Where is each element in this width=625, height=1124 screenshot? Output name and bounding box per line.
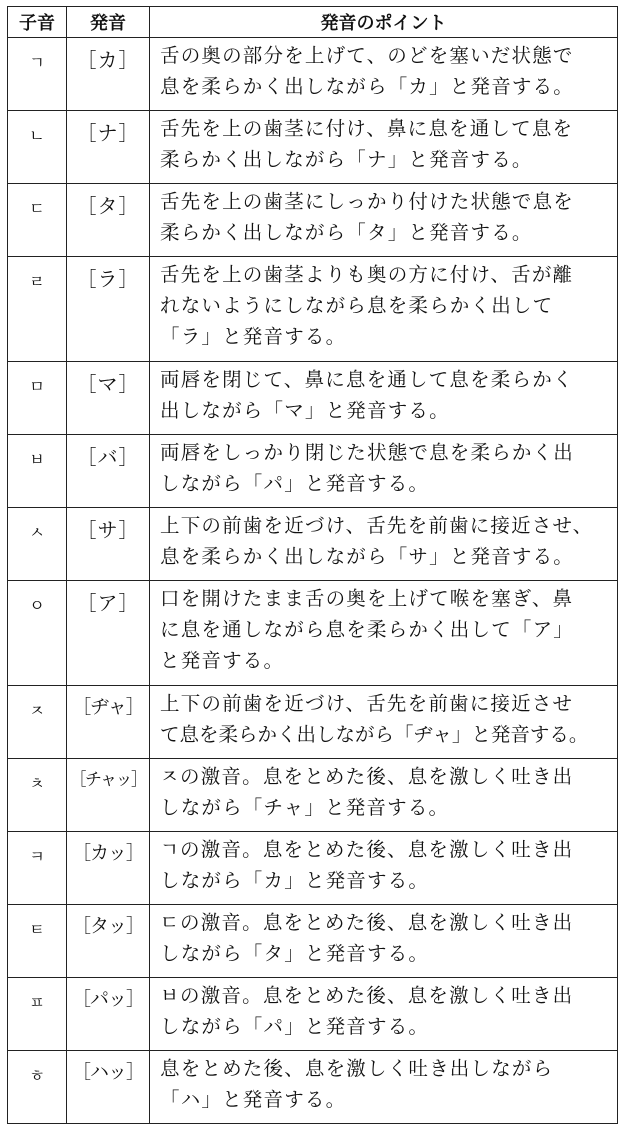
table-row: [8, 905, 618, 978]
table-row: [8, 1051, 618, 1124]
pronunciation-cell: ［マ］: [67, 362, 150, 435]
table-row: [8, 508, 618, 581]
description-line: 息を柔らかく出しながら「カ」と発音する。: [160, 75, 575, 98]
table-row: [8, 362, 618, 435]
description-line: しながら「カ」と発音する。: [160, 869, 430, 892]
description-line: 口を開けたまま舌の奥を上げて喉を塞ぎ、鼻: [160, 587, 574, 610]
description-cell: [150, 686, 618, 759]
consonant-cell: ㅇ: [8, 581, 67, 686]
consonant-cell: ㄷ: [8, 184, 67, 257]
description-cell: [150, 832, 618, 905]
description-cell: [150, 184, 618, 257]
description-line: れないようにしながら息を柔らかく出して: [160, 294, 554, 317]
table-row: [8, 435, 618, 508]
consonant-cell: ㄴ: [8, 111, 67, 184]
table-header-row: [8, 7, 618, 38]
description-line: 息をとめた後、息を激しく吐き出しながら: [160, 1057, 554, 1080]
consonant-pronunciation-table: [7, 6, 618, 1124]
description-cell: [150, 978, 618, 1051]
description-line: ㅈの激音。息をとめた後、息を激しく吐き出: [160, 765, 574, 788]
description-cell: [150, 581, 618, 686]
table-row: [8, 978, 618, 1051]
description-line: 舌の奥の部分を上げて、のどを塞いだ状態で: [160, 44, 574, 67]
pronunciation-cell: ［ナ］: [67, 111, 150, 184]
description-line: 両唇を閉じて、鼻に息を通して息を柔らかく: [160, 368, 574, 391]
pronunciation-cell: ［チャッ］: [67, 759, 150, 832]
consonant-cell: ㅈ: [8, 686, 67, 759]
description-line: 両唇をしっかり閉じた状態で息を柔らかく出: [160, 441, 575, 464]
table-row: [8, 111, 618, 184]
description-line: 柔らかく出しながら「タ」と発音する。: [160, 221, 533, 244]
description-line: しながら「タ」と発音する。: [160, 942, 430, 965]
description-line: 「ラ」と発音する。: [160, 325, 347, 348]
description-line: と発音する。: [160, 649, 285, 672]
description-line: ㅂの激音。息をとめた後、息を激しく吐き出: [160, 984, 574, 1007]
header-pronunciation: 発音: [67, 7, 150, 38]
table-row: [8, 686, 618, 759]
description-cell: [150, 362, 618, 435]
description-cell: [150, 257, 618, 362]
description-line: しながら「チャ」と発音する。: [160, 796, 450, 819]
description-cell: [150, 435, 618, 508]
consonant-cell: ㅌ: [8, 905, 67, 978]
description-cell: [150, 508, 618, 581]
pronunciation-cell: ［タ］: [67, 184, 150, 257]
pronunciation-cell: ［タッ］: [67, 905, 150, 978]
consonant-cell: ㄱ: [8, 38, 67, 111]
description-line: ㄷの激音。息をとめた後、息を激しく吐き出: [160, 911, 574, 934]
description-line: 上下の前歯を近づけ、舌先を前歯に接近させ、: [160, 514, 594, 537]
description-cell: [150, 759, 618, 832]
consonant-cell: ㅊ: [8, 759, 67, 832]
pronunciation-cell: ［バ］: [67, 435, 150, 508]
header-consonant: 子音: [8, 7, 67, 38]
consonant-cell: ㅋ: [8, 832, 67, 905]
description-line: に息を通しながら息を柔らかく出して「ア」: [160, 618, 575, 641]
description-cell: [150, 1051, 618, 1124]
description-line: 舌先を上の歯茎にしっかり付けた状態で息を: [160, 190, 575, 213]
pronunciation-cell: ［カッ］: [67, 832, 150, 905]
table-row: [8, 257, 618, 362]
description-cell: [150, 38, 618, 111]
table-row: [8, 184, 618, 257]
header-point: 発音のポイント: [150, 7, 618, 38]
description-line: 上下の前歯を近づけ、舌先を前歯に接近させ: [160, 692, 574, 715]
description-line: 息を柔らかく出しながら「サ」と発音する。: [160, 545, 575, 568]
description-line: しながら「パ」と発音する。: [160, 1015, 430, 1038]
consonant-cell: ㅎ: [8, 1051, 67, 1124]
consonant-cell: ㅍ: [8, 978, 67, 1051]
description-line: て息を柔らかく出しながら「ヂャ」と発音する。: [160, 723, 589, 746]
pronunciation-cell: ［ヂャ］: [67, 686, 150, 759]
description-line: 「ハ」と発音する。: [160, 1088, 347, 1111]
consonant-cell: ㅅ: [8, 508, 67, 581]
pronunciation-cell: ［サ］: [67, 508, 150, 581]
pronunciation-cell: ［カ］: [67, 38, 150, 111]
description-cell: [150, 905, 618, 978]
description-line: 出しながら「マ」と発音する。: [160, 399, 450, 422]
consonant-cell: ㄹ: [8, 257, 67, 362]
description-line: ㄱの激音。息をとめた後、息を激しく吐き出: [160, 838, 574, 861]
description-line: 舌先を上の歯茎に付け、鼻に息を通して息を: [160, 117, 574, 140]
pronunciation-cell: ［ハッ］: [67, 1051, 150, 1124]
description-line: 柔らかく出しながら「ナ」と発音する。: [160, 148, 533, 171]
consonant-table-page: [7, 6, 617, 1124]
table-row: [8, 581, 618, 686]
description-line: しながら「パ」と発音する。: [160, 472, 430, 495]
pronunciation-cell: ［パッ］: [67, 978, 150, 1051]
consonant-cell: ㅂ: [8, 435, 67, 508]
table-row: [8, 38, 618, 111]
description-line: 舌先を上の歯茎よりも奥の方に付け、舌が離: [160, 263, 574, 286]
description-cell: [150, 111, 618, 184]
consonant-cell: ㅁ: [8, 362, 67, 435]
pronunciation-cell: ［ラ］: [67, 257, 150, 362]
pronunciation-cell: ［ア］: [67, 581, 150, 686]
table-row: [8, 759, 618, 832]
table-row: [8, 832, 618, 905]
